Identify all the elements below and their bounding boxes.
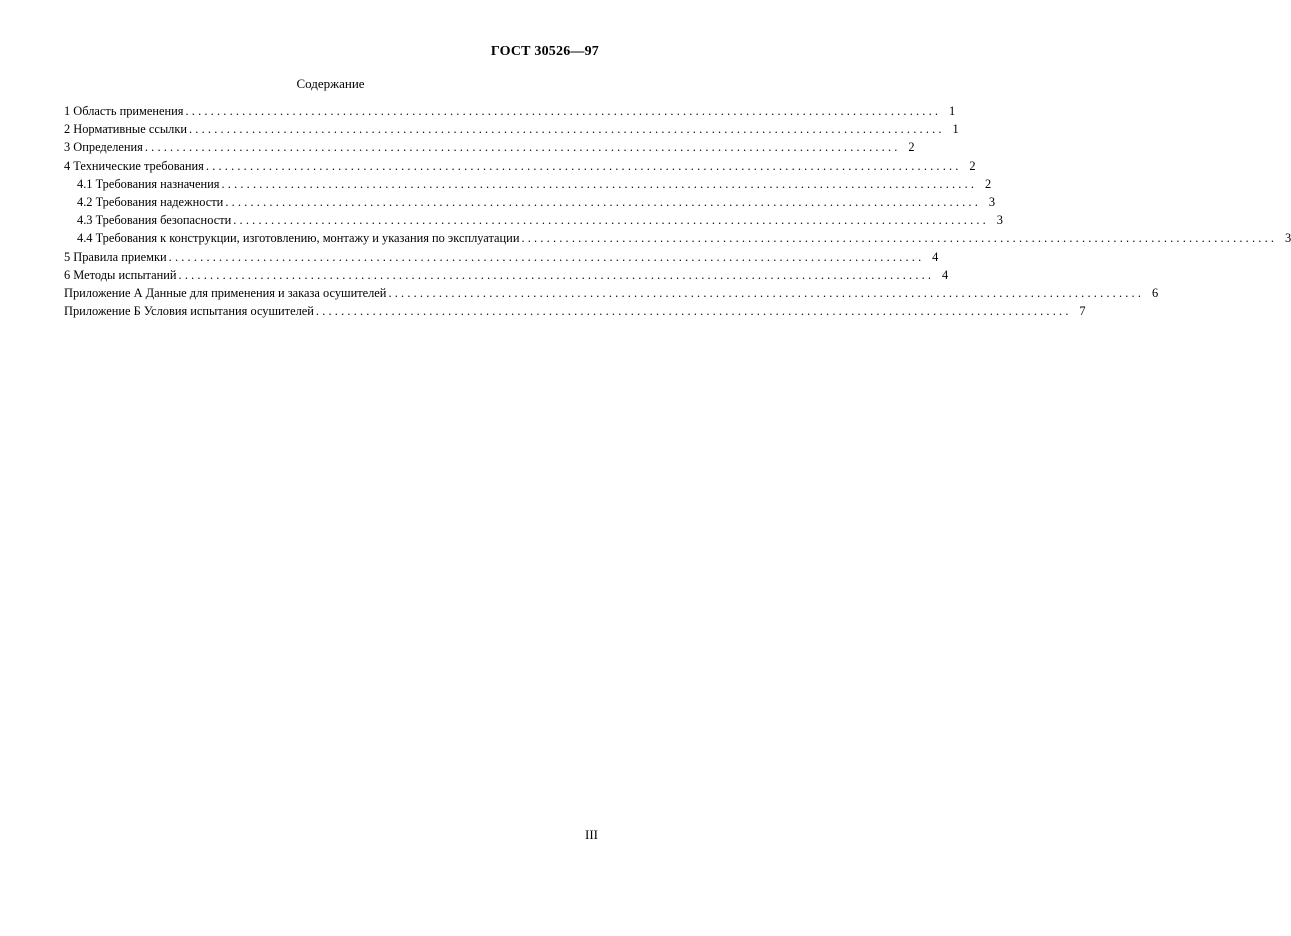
- toc-entry-page: 3: [1284, 231, 1291, 246]
- toc-subentry[interactable]: [64, 211, 1003, 229]
- toc-entry-label: 4.3 Требования безопасности: [77, 213, 232, 228]
- toc-entry[interactable]: [64, 266, 949, 284]
- toc-entry-page: 4: [942, 267, 949, 282]
- toc-leader-dots: ........................................................................................................................: [189, 122, 945, 137]
- toc-subentry[interactable]: [64, 175, 992, 193]
- document-code: ГОСТ 30526—97: [490, 44, 599, 59]
- toc-entry[interactable]: [64, 248, 939, 266]
- toc-entry-page: 2: [985, 176, 992, 191]
- toc-entry-label: 4.2 Требования надежности: [77, 194, 224, 209]
- toc-leader-dots: ........................................................................................................................: [315, 304, 1072, 319]
- toc-leader-dots: ........................................................................................................................: [233, 213, 989, 228]
- toc-title: Содержание: [296, 76, 365, 91]
- toc-entry-page: 3: [996, 213, 1003, 228]
- toc-entry-page: 4: [932, 249, 939, 264]
- toc-entry[interactable]: [64, 302, 1086, 320]
- toc-leader-dots: ........................................................................................................................: [205, 158, 962, 173]
- toc-leader-dots: ........................................................................................................................: [225, 194, 982, 209]
- toc-subentry[interactable]: [64, 229, 1291, 247]
- toc-entry-page: 2: [969, 158, 976, 173]
- toc-leader-dots: ........................................................................................................................: [521, 231, 1278, 246]
- toc-entry-label: 4.1 Требования назначения: [77, 176, 220, 191]
- toc-leader-dots: ........................................................................................................................: [168, 249, 925, 264]
- toc-leader-dots: ........................................................................................................................: [178, 267, 935, 282]
- toc-entry[interactable]: [64, 102, 956, 120]
- toc-entry-label: 2 Нормативные ссылки: [64, 122, 187, 137]
- toc-entry-page: 6: [1151, 285, 1159, 300]
- toc-entry[interactable]: [64, 157, 976, 175]
- toc-subentry[interactable]: [64, 193, 996, 211]
- toc-leader-dots: ........................................................................................................................: [144, 140, 901, 155]
- toc-entry-label: Приложение Б Условия испытания осушителей: [64, 304, 314, 319]
- toc-entry-label: 5 Правила приемки: [64, 249, 167, 264]
- toc-leader-dots: ........................................................................................................................: [185, 104, 942, 118]
- toc-entry-label: Приложение А Данные для применения и заказа осушителей: [64, 285, 387, 300]
- toc-entry-page: 1: [952, 122, 959, 137]
- toc-entry-page: 3: [988, 194, 996, 209]
- toc-leader-dots: ........................................................................................................................: [388, 285, 1145, 300]
- toc-entry-label: 1 Область применения: [64, 104, 184, 118]
- toc-entry-page: 1: [949, 104, 956, 118]
- toc-entry-label: 4.4 Требования к конструкции, изготовлению, монтажу и указания по эксплуатации: [77, 231, 520, 246]
- toc-entry-label: 4 Технические требования: [64, 158, 204, 173]
- toc-entry[interactable]: [64, 138, 915, 156]
- table-of-contents: [64, 102, 1291, 320]
- toc-leader-dots: ........................................................................................................................: [221, 176, 978, 191]
- toc-entry[interactable]: [64, 284, 1159, 302]
- page-number: III: [585, 827, 598, 842]
- toc-entry-page: 7: [1079, 304, 1086, 319]
- toc-entry-label: 3 Определения: [64, 140, 143, 155]
- toc-entry-label: 6 Методы испытаний: [64, 267, 177, 282]
- toc-entry-page: 2: [908, 140, 915, 155]
- toc-entry[interactable]: [64, 120, 959, 138]
